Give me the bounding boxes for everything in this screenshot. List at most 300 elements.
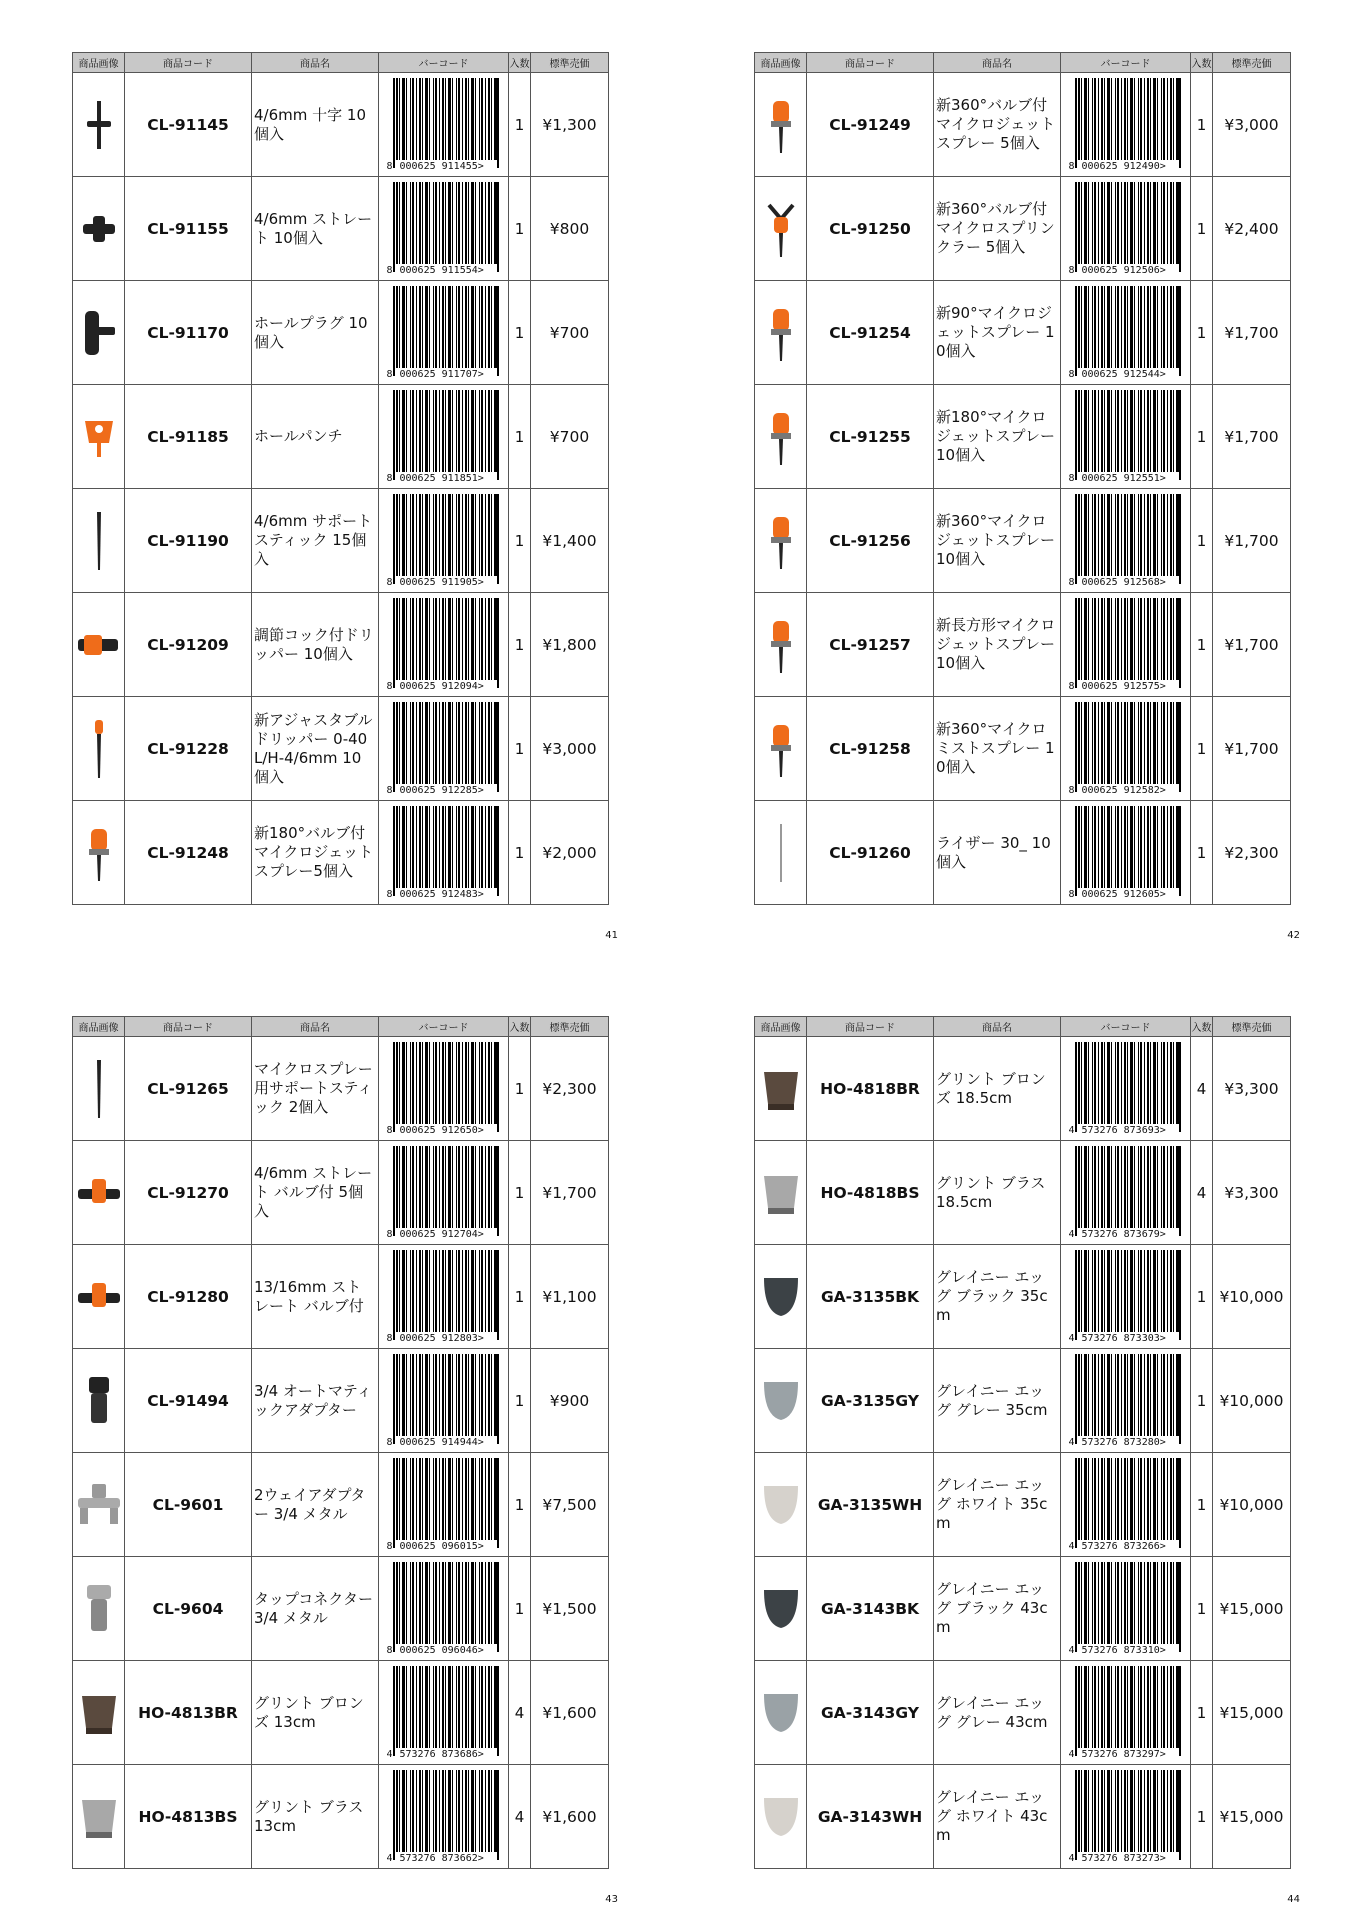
barcode <box>387 182 501 276</box>
barcode-digits: 000625 096046> <box>399 1644 484 1656</box>
barcode-number <box>1069 1125 1183 1136</box>
catalog-page-42 <box>754 52 1300 941</box>
barcode-cell <box>1061 1141 1191 1245</box>
barcode-cell <box>379 385 509 489</box>
header-barcode: バーコード <box>1061 53 1191 73</box>
micro-jet-spray-icon <box>755 509 806 573</box>
product-code: CL-91494 <box>125 1349 252 1453</box>
product-qty: 4 <box>1191 1037 1213 1141</box>
barcode-cell <box>1061 1245 1191 1349</box>
barcode-number <box>387 1541 501 1552</box>
barcode-cell <box>1061 489 1191 593</box>
product-qty: 1 <box>1191 697 1213 801</box>
product-name: 新360°マイクロジェットスプレー 10個入 <box>934 489 1061 593</box>
barcode-number <box>387 1645 501 1656</box>
barcode-number <box>387 369 501 380</box>
barcode <box>387 1666 501 1760</box>
product-price: ¥2,300 <box>1213 801 1291 905</box>
barcode <box>1069 1042 1183 1136</box>
barcode-lead-digit: 8 <box>386 1228 393 1240</box>
product-qty: 1 <box>509 801 531 905</box>
product-qty: 4 <box>509 1661 531 1765</box>
product-qty: 1 <box>1191 281 1213 385</box>
barcode-cell <box>1061 593 1191 697</box>
product-code: GA-3143WH <box>807 1765 934 1869</box>
product-qty: 4 <box>509 1765 531 1869</box>
product-price: ¥1,500 <box>531 1557 609 1661</box>
product-code: CL-91255 <box>807 385 934 489</box>
table-row <box>755 1037 1291 1141</box>
header-qty: 入数 <box>509 1017 531 1037</box>
barcode-cell <box>1061 73 1191 177</box>
barcode-digits: 573276 873679> <box>1081 1228 1166 1240</box>
product-price: ¥1,600 <box>531 1765 609 1869</box>
product-price: ¥1,700 <box>531 1141 609 1245</box>
barcode-digits: 000625 096015> <box>399 1540 484 1552</box>
barcode-bars <box>393 182 499 264</box>
product-price: ¥900 <box>531 1349 609 1453</box>
header-code: 商品コード <box>125 1017 252 1037</box>
riser-icon <box>755 818 806 888</box>
page-number: 44 <box>1287 1894 1300 1905</box>
header-qty: 入数 <box>1191 1017 1213 1037</box>
pot-white-icon <box>755 1480 806 1530</box>
product-image-cell <box>73 1141 125 1245</box>
barcode-cell <box>1061 1349 1191 1453</box>
adjustable-dripper-icon <box>73 714 124 784</box>
product-price: ¥7,500 <box>531 1453 609 1557</box>
barcode-bars <box>393 1458 499 1540</box>
barcode-number <box>1069 1437 1183 1448</box>
product-qty: 1 <box>509 697 531 801</box>
table-row <box>73 73 609 177</box>
product-price: ¥15,000 <box>1213 1661 1291 1765</box>
header-barcode: バーコード <box>379 53 509 73</box>
barcode-lead-digit: 8 <box>386 576 393 588</box>
barcode-cell <box>379 1557 509 1661</box>
micro-jet-spray-icon <box>73 821 124 885</box>
product-name: 新180°バルブ付マイクロジェットスプレー5個入 <box>252 801 379 905</box>
product-price: ¥3,000 <box>531 697 609 801</box>
dripper-cross-icon <box>73 95 124 155</box>
product-name: 新360°バルブ付マイクロスプリンクラー 5個入 <box>934 177 1061 281</box>
product-price: ¥1,700 <box>1213 489 1291 593</box>
micro-jet-spray-icon <box>755 717 806 781</box>
product-qty: 1 <box>509 73 531 177</box>
product-qty: 1 <box>509 1557 531 1661</box>
barcode <box>387 806 501 900</box>
barcode-cell <box>379 1661 509 1765</box>
header-name: 商品名 <box>934 53 1061 73</box>
header-qty: 入数 <box>509 53 531 73</box>
barcode-lead-digit: 8 <box>386 472 393 484</box>
barcode-cell <box>1061 1557 1191 1661</box>
header-barcode: バーコード <box>379 1017 509 1037</box>
barcode-bars <box>393 598 499 680</box>
table-row <box>755 1765 1291 1869</box>
product-name: グレイニー エッグ ブラック 35cm <box>934 1245 1061 1349</box>
product-price: ¥10,000 <box>1213 1245 1291 1349</box>
barcode-number <box>387 1333 501 1344</box>
product-code: CL-91155 <box>125 177 252 281</box>
product-qty: 1 <box>509 385 531 489</box>
table-row <box>73 593 609 697</box>
barcode-bars <box>393 806 499 888</box>
barcode-cell <box>1061 177 1191 281</box>
barcode <box>1069 1562 1183 1656</box>
barcode-number <box>1069 785 1183 796</box>
table-row <box>73 281 609 385</box>
table-row <box>73 697 609 801</box>
barcode-bars <box>393 494 499 576</box>
barcode <box>1069 390 1183 484</box>
barcode-digits: 000625 911707> <box>399 368 484 380</box>
barcode-lead-digit: 8 <box>386 888 393 900</box>
barcode-number <box>387 785 501 796</box>
barcode-lead-digit: 4 <box>1068 1228 1075 1240</box>
table-row <box>755 385 1291 489</box>
product-qty: 1 <box>509 593 531 697</box>
product-code: CL-91254 <box>807 281 934 385</box>
product-name: グリント ブラス 13cm <box>252 1765 379 1869</box>
table-row <box>73 1141 609 1245</box>
table-header-row <box>73 53 609 73</box>
hole-plug-icon <box>73 303 124 363</box>
product-price: ¥1,700 <box>1213 385 1291 489</box>
product-name: 新90°マイクロジェットスプレー 10個入 <box>934 281 1061 385</box>
barcode-lead-digit: 4 <box>1068 1540 1075 1552</box>
barcode-bars <box>393 702 499 784</box>
table-row <box>73 177 609 281</box>
product-image-cell <box>755 1557 807 1661</box>
product-table <box>754 1016 1291 1869</box>
product-price: ¥2,400 <box>1213 177 1291 281</box>
barcode-cell <box>379 1037 509 1141</box>
barcode-cell <box>379 177 509 281</box>
barcode-lead-digit: 4 <box>1068 1332 1075 1344</box>
product-qty: 1 <box>1191 73 1213 177</box>
product-name: グリント ブラス 18.5cm <box>934 1141 1061 1245</box>
hole-punch-icon <box>73 407 124 467</box>
header-code: 商品コード <box>125 53 252 73</box>
product-image-cell <box>73 1037 125 1141</box>
barcode-digits: 573276 873662> <box>399 1852 484 1864</box>
product-image-cell <box>755 73 807 177</box>
product-price: ¥1,600 <box>531 1661 609 1765</box>
product-code: CL-9601 <box>125 1453 252 1557</box>
product-name: 4/6mm 十字 10個入 <box>252 73 379 177</box>
product-image-cell <box>755 1349 807 1453</box>
barcode-digits: 000625 911455> <box>399 160 484 172</box>
barcode-digits: 000625 912568> <box>1081 576 1166 588</box>
product-code: CL-91257 <box>807 593 934 697</box>
barcode-number <box>1069 473 1183 484</box>
barcode-digits: 000625 912551> <box>1081 472 1166 484</box>
header-price: 標準売価 <box>1213 1017 1291 1037</box>
two-way-adapter-icon <box>73 1480 124 1530</box>
barcode-bars <box>1075 1562 1181 1644</box>
barcode <box>387 1354 501 1448</box>
product-table <box>72 1016 609 1869</box>
barcode-cell <box>1061 1661 1191 1765</box>
barcode-lead-digit: 8 <box>1068 472 1075 484</box>
barcode <box>1069 182 1183 276</box>
product-code: CL-91280 <box>125 1245 252 1349</box>
pot-black-icon <box>755 1272 806 1322</box>
barcode-bars <box>1075 494 1181 576</box>
barcode-lead-digit: 4 <box>1068 1644 1075 1656</box>
barcode-digits: 573276 873686> <box>399 1748 484 1760</box>
header-image: 商品画像 <box>755 53 807 73</box>
product-qty: 1 <box>509 1037 531 1141</box>
header-price: 標準売価 <box>1213 53 1291 73</box>
product-image-cell <box>73 177 125 281</box>
barcode-number <box>1069 369 1183 380</box>
barcode-lead-digit: 4 <box>386 1748 393 1760</box>
product-name: 4/6mm サポートスティック 15個入 <box>252 489 379 593</box>
page-number: 42 <box>1287 930 1300 941</box>
dripper-straight-icon <box>73 204 124 254</box>
product-qty: 1 <box>509 177 531 281</box>
product-qty: 1 <box>1191 1245 1213 1349</box>
barcode-number <box>1069 1333 1183 1344</box>
product-image-cell <box>73 697 125 801</box>
table-row <box>755 73 1291 177</box>
barcode-number <box>387 161 501 172</box>
product-qty: 1 <box>1191 1661 1213 1765</box>
product-name: グリント ブロンズ 18.5cm <box>934 1037 1061 1141</box>
table-row <box>73 489 609 593</box>
barcode-bars <box>1075 1146 1181 1228</box>
product-price: ¥1,400 <box>531 489 609 593</box>
barcode-bars <box>393 1146 499 1228</box>
barcode-digits: 000625 912483> <box>399 888 484 900</box>
table-row <box>755 1557 1291 1661</box>
product-qty: 1 <box>1191 1349 1213 1453</box>
header-image: 商品画像 <box>755 1017 807 1037</box>
product-price: ¥1,700 <box>1213 697 1291 801</box>
product-price: ¥800 <box>531 177 609 281</box>
barcode-digits: 000625 914944> <box>399 1436 484 1448</box>
table-row <box>73 1037 609 1141</box>
table-header-row <box>755 1017 1291 1037</box>
product-code: GA-3143GY <box>807 1661 934 1765</box>
barcode-bars <box>1075 78 1181 160</box>
product-code: CL-91145 <box>125 73 252 177</box>
barcode-number <box>387 265 501 276</box>
product-qty: 4 <box>1191 1141 1213 1245</box>
barcode-bars <box>1075 598 1181 680</box>
barcode <box>1069 702 1183 796</box>
barcode-cell <box>1061 801 1191 905</box>
product-price: ¥15,000 <box>1213 1765 1291 1869</box>
product-image-cell <box>73 385 125 489</box>
barcode-number <box>387 1853 501 1864</box>
barcode-bars <box>1075 1250 1181 1332</box>
product-code: CL-91170 <box>125 281 252 385</box>
barcode-bars <box>393 286 499 368</box>
product-price: ¥1,800 <box>531 593 609 697</box>
valve-connector-icon <box>73 1277 124 1317</box>
product-table <box>754 52 1291 905</box>
product-image-cell <box>755 177 807 281</box>
product-image-cell <box>755 1245 807 1349</box>
support-stick-icon <box>73 1054 124 1124</box>
barcode-digits: 000625 912803> <box>399 1332 484 1344</box>
barcode-number <box>387 1229 501 1240</box>
barcode <box>1069 598 1183 692</box>
barcode-bars <box>1075 390 1181 472</box>
product-image-cell <box>755 1037 807 1141</box>
support-stick-icon <box>73 506 124 576</box>
barcode-digits: 573276 873280> <box>1081 1436 1166 1448</box>
page-number: 41 <box>605 930 618 941</box>
table-header-row <box>73 1017 609 1037</box>
product-image-cell <box>755 1141 807 1245</box>
barcode-cell <box>379 801 509 905</box>
barcode-cell <box>379 1765 509 1869</box>
barcode-lead-digit: 8 <box>386 680 393 692</box>
barcode-lead-digit: 8 <box>1068 888 1075 900</box>
product-price: ¥3,300 <box>1213 1037 1291 1141</box>
barcode-digits: 000625 912094> <box>399 680 484 692</box>
header-price: 標準売価 <box>531 1017 609 1037</box>
barcode-number <box>1069 265 1183 276</box>
product-name: 新長方形マイクロジェットスプレー 10個入 <box>934 593 1061 697</box>
barcode-lead-digit: 8 <box>1068 160 1075 172</box>
table-row <box>755 177 1291 281</box>
header-qty: 入数 <box>1191 53 1213 73</box>
product-name: ライザー 30_ 10個入 <box>934 801 1061 905</box>
barcode-cell <box>379 73 509 177</box>
product-name: 新360°マイクロミストスプレー 10個入 <box>934 697 1061 801</box>
barcode <box>1069 806 1183 900</box>
product-name: 新360°バルブ付マイクロジェットスプレー 5個入 <box>934 73 1061 177</box>
barcode-number <box>387 1437 501 1448</box>
header-image: 商品画像 <box>73 53 125 73</box>
barcode-bars <box>1075 1042 1181 1124</box>
barcode-lead-digit: 8 <box>386 1436 393 1448</box>
product-code: CL-91260 <box>807 801 934 905</box>
barcode <box>387 1042 501 1136</box>
product-image-cell <box>73 593 125 697</box>
product-name: 2ウェイアダプター 3/4 メタル <box>252 1453 379 1557</box>
barcode <box>1069 1458 1183 1552</box>
product-price: ¥2,000 <box>531 801 609 905</box>
barcode-lead-digit: 8 <box>1068 368 1075 380</box>
product-code: CL-91190 <box>125 489 252 593</box>
product-name: 4/6mm ストレート バルブ付 5個入 <box>252 1141 379 1245</box>
product-name: 4/6mm ストレート 10個入 <box>252 177 379 281</box>
barcode-number <box>387 1125 501 1136</box>
barcode-number <box>387 889 501 900</box>
barcode-digits: 000625 912285> <box>399 784 484 796</box>
product-qty: 1 <box>1191 177 1213 281</box>
product-code: CL-91256 <box>807 489 934 593</box>
valve-dripper-icon <box>73 625 124 665</box>
table-row <box>755 593 1291 697</box>
product-name: マイクロスプレー用サポートスティック 2個入 <box>252 1037 379 1141</box>
barcode-cell <box>1061 1037 1191 1141</box>
product-code: CL-91185 <box>125 385 252 489</box>
product-image-cell <box>755 385 807 489</box>
product-price: ¥10,000 <box>1213 1453 1291 1557</box>
barcode <box>387 390 501 484</box>
barcode-digits: 000625 912582> <box>1081 784 1166 796</box>
barcode-number <box>387 681 501 692</box>
barcode <box>1069 1354 1183 1448</box>
product-image-cell <box>73 801 125 905</box>
barcode-lead-digit: 8 <box>1068 784 1075 796</box>
product-price: ¥3,000 <box>1213 73 1291 177</box>
barcode-number <box>1069 1853 1183 1864</box>
barcode-bars <box>1075 182 1181 264</box>
header-image: 商品画像 <box>73 1017 125 1037</box>
product-code: CL-91265 <box>125 1037 252 1141</box>
product-qty: 1 <box>1191 1557 1213 1661</box>
micro-jet-spray-icon <box>755 405 806 469</box>
barcode-digits: 573276 873303> <box>1081 1332 1166 1344</box>
barcode <box>387 598 501 692</box>
product-name: グリント ブロンズ 13cm <box>252 1661 379 1765</box>
barcode-bars <box>393 390 499 472</box>
product-price: ¥1,100 <box>531 1245 609 1349</box>
product-table <box>72 52 609 905</box>
pot-bronze-icon <box>755 1064 806 1114</box>
barcode <box>387 1770 501 1864</box>
product-image-cell <box>73 1245 125 1349</box>
barcode <box>387 286 501 380</box>
table-row <box>73 1453 609 1557</box>
barcode-digits: 000625 911905> <box>399 576 484 588</box>
barcode <box>1069 1666 1183 1760</box>
catalog-page-41 <box>72 52 618 941</box>
table-header-row <box>755 53 1291 73</box>
product-code: GA-3135GY <box>807 1349 934 1453</box>
table-row <box>73 1557 609 1661</box>
barcode-cell <box>379 593 509 697</box>
product-qty: 1 <box>1191 489 1213 593</box>
barcode-cell <box>379 1349 509 1453</box>
barcode-number <box>1069 161 1183 172</box>
product-qty: 1 <box>1191 385 1213 489</box>
barcode <box>387 1146 501 1240</box>
product-code: CL-9604 <box>125 1557 252 1661</box>
header-name: 商品名 <box>252 53 379 73</box>
barcode-digits: 000625 912506> <box>1081 264 1166 276</box>
product-code: CL-91228 <box>125 697 252 801</box>
product-price: ¥1,300 <box>531 73 609 177</box>
product-image-cell <box>755 593 807 697</box>
product-image-cell <box>755 697 807 801</box>
product-code: GA-3135WH <box>807 1453 934 1557</box>
barcode-bars <box>1075 806 1181 888</box>
barcode <box>387 702 501 796</box>
barcode-digits: 000625 912544> <box>1081 368 1166 380</box>
table-row <box>73 801 609 905</box>
tap-adapter-icon <box>73 1371 124 1431</box>
barcode-number <box>387 1749 501 1760</box>
pot-grey-icon <box>755 1688 806 1738</box>
barcode-cell <box>1061 1453 1191 1557</box>
barcode <box>387 78 501 172</box>
header-name: 商品名 <box>934 1017 1061 1037</box>
product-price: ¥10,000 <box>1213 1349 1291 1453</box>
product-image-cell <box>755 1453 807 1557</box>
table-row <box>755 1141 1291 1245</box>
barcode-digits: 000625 912650> <box>399 1124 484 1136</box>
table-row <box>73 1245 609 1349</box>
